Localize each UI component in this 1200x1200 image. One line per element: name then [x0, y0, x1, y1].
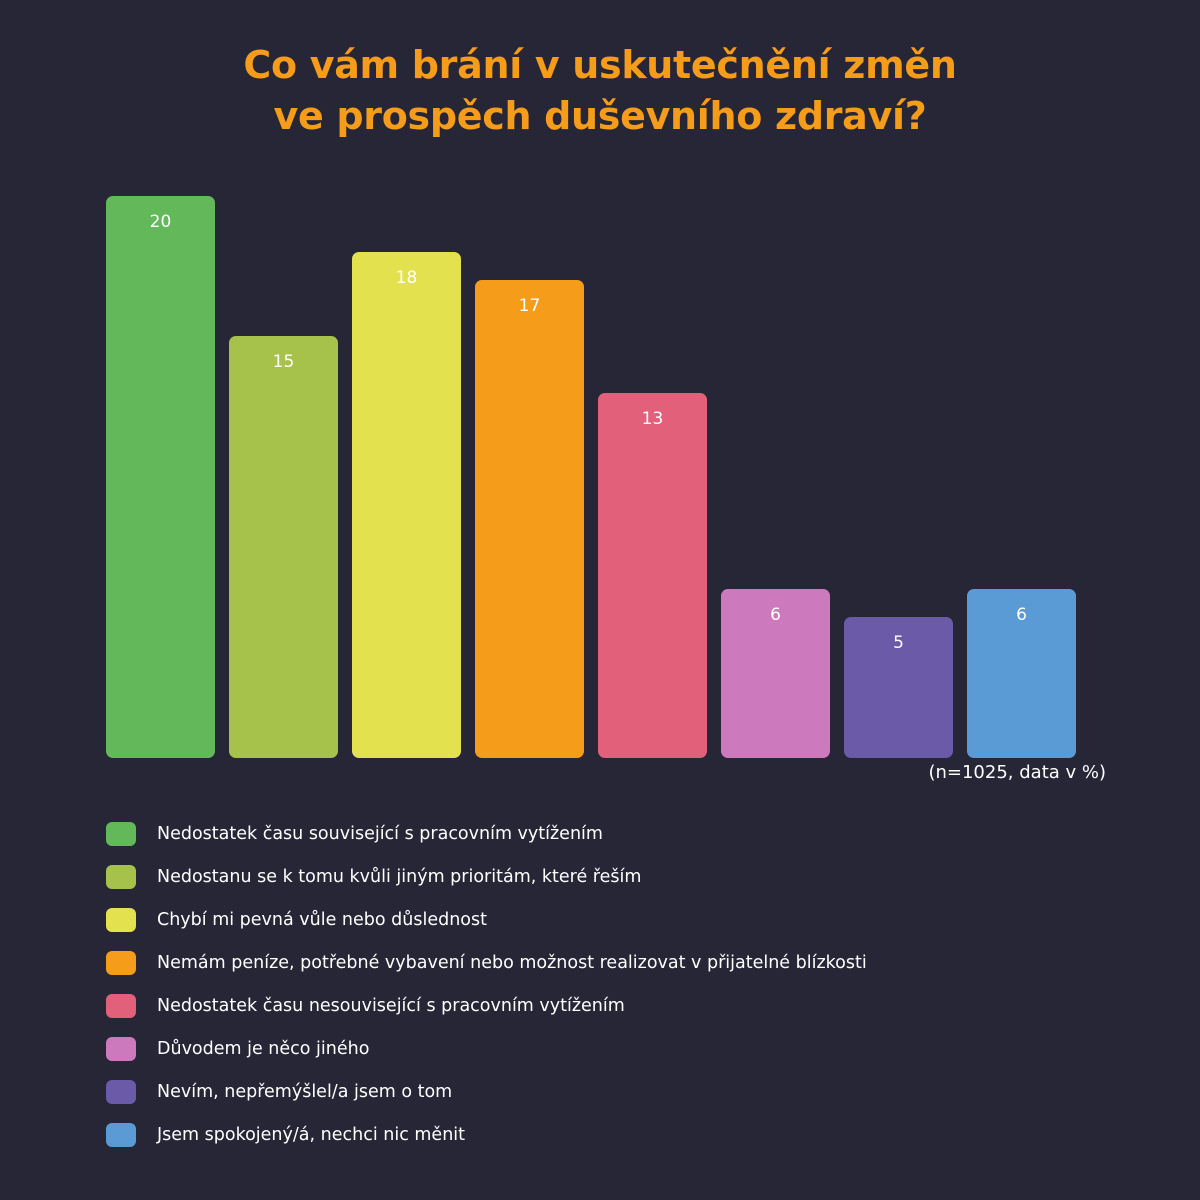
legend-item-label: Nemám peníze, potřebné vybavení nebo možnost realizovat v přijatelné blízkosti: [157, 952, 867, 973]
legend-item-label: Důvodem je něco jiného: [157, 1038, 370, 1059]
bar: [229, 336, 338, 758]
legend-color-swatch: [106, 822, 136, 846]
legend-color-swatch: [106, 951, 136, 975]
sample-size-note: (n=1025, data v %): [928, 762, 1106, 783]
bar-group: [106, 196, 1106, 758]
legend-item: [106, 898, 1106, 941]
legend-item: [106, 984, 1106, 1027]
bar: [844, 617, 953, 758]
legend-color-swatch: [106, 994, 136, 1018]
bar: [475, 280, 584, 758]
bar-value-label: 20: [149, 212, 172, 232]
bar: [352, 252, 461, 758]
chart-baseline: [106, 757, 1106, 758]
legend-item-label: Chybí mi pevná vůle nebo důslednost: [157, 909, 487, 930]
legend-item-label: Nedostatek času související s pracovním vytížením: [157, 823, 603, 844]
page-title-line-2: ve prospěch duševního zdraví?: [273, 94, 927, 139]
legend-item: [106, 1070, 1106, 1113]
legend-item: [106, 1027, 1106, 1070]
bar-value-label: 15: [272, 352, 295, 372]
chart-legend: [106, 812, 1106, 1156]
bar-value-label: 18: [395, 268, 418, 288]
bar-value-label: 13: [641, 409, 664, 429]
legend-item: [106, 1113, 1106, 1156]
bar-value-label: 6: [1016, 605, 1027, 625]
legend-item-label: Jsem spokojený/á, nechci nic měnit: [157, 1124, 466, 1145]
legend-color-swatch: [106, 1080, 136, 1104]
legend-color-swatch: [106, 908, 136, 932]
legend-item: [106, 855, 1106, 898]
bar-value-label: 17: [518, 296, 541, 316]
legend-item-label: Nevím, nepřemýšlel/a jsem o tom: [157, 1081, 453, 1102]
bar-value-label: 6: [770, 605, 781, 625]
bar: [598, 393, 707, 758]
legend-color-swatch: [106, 865, 136, 889]
legend-color-swatch: [106, 1123, 136, 1147]
page-title: [0, 40, 1200, 143]
legend-item-label: Nedostatek času nesouvisející s pracovním vytížením: [157, 995, 625, 1016]
legend-item-label: Nedostanu se k tomu kvůli jiným prioritám, které řeším: [157, 866, 642, 887]
legend-item: [106, 812, 1106, 855]
page-title-line-1: Co vám brání v uskutečnění změn: [243, 43, 957, 87]
bar: [967, 589, 1076, 758]
bar: [106, 196, 215, 758]
bar-chart: [106, 196, 1106, 758]
bar-value-label: 5: [893, 633, 904, 653]
bar: [721, 589, 830, 758]
legend-item: [106, 941, 1106, 984]
legend-color-swatch: [106, 1037, 136, 1061]
